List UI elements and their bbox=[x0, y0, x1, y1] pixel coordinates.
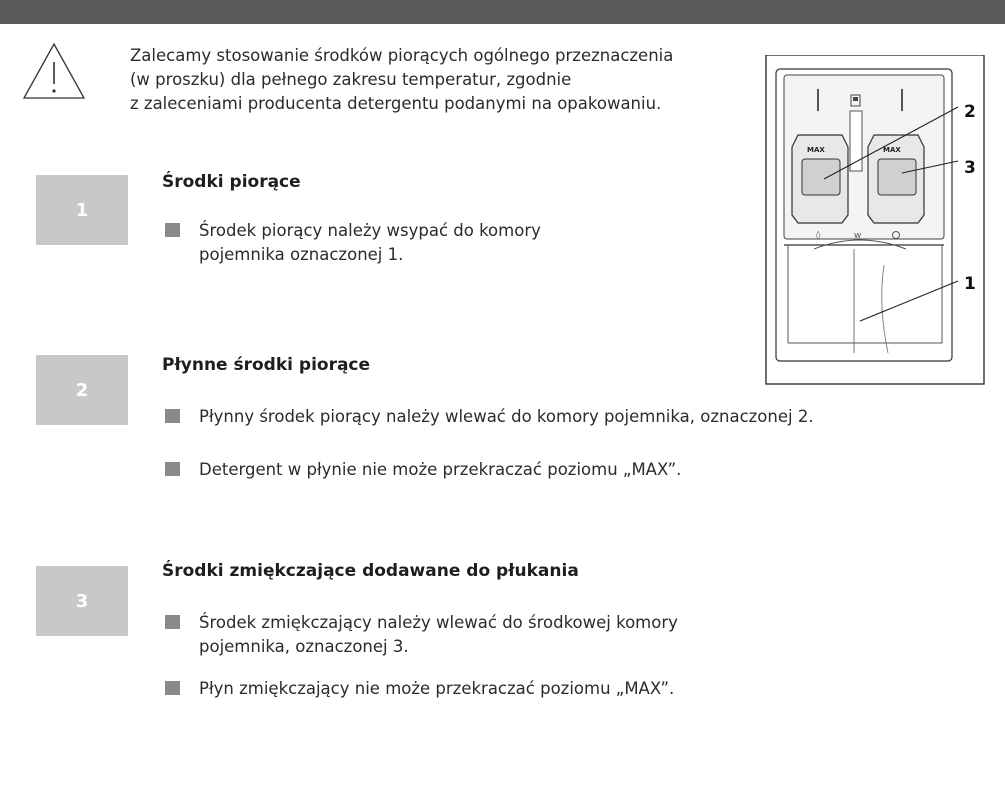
callout-number: 1 bbox=[964, 274, 976, 294]
section-title: Środki zmiękczające dodawane do płukania bbox=[162, 561, 579, 581]
bullet-item bbox=[165, 677, 805, 701]
bullet-text: Środek zmiękczający należy wlewać do środkowej komory bbox=[199, 613, 678, 632]
bullet-square bbox=[165, 681, 180, 695]
warning-icon bbox=[22, 42, 86, 100]
bullet-item bbox=[165, 405, 965, 429]
bullet-item bbox=[165, 458, 965, 482]
bullet-text: Środek piorący należy wsypać do komory bbox=[199, 221, 541, 240]
bullet-text: Płyn zmiękczający nie może przekraczać poziomu „MAX”. bbox=[199, 679, 675, 698]
max-label: MAX bbox=[807, 146, 825, 154]
section-title: Płynne środki piorące bbox=[162, 355, 371, 375]
bullet-square bbox=[165, 462, 180, 476]
intro-line: Zalecamy stosowanie środków piorących ogólnego przeznaczenia bbox=[130, 46, 674, 65]
section-number-box: 3 bbox=[36, 566, 128, 636]
bullet-item bbox=[165, 611, 805, 659]
header-bar bbox=[0, 0, 1005, 24]
intro-line: (w proszku) dla pełnego zakresu temperatur, zgodnie bbox=[130, 70, 572, 89]
bullet-item bbox=[165, 219, 685, 267]
svg-text:◊: ◊ bbox=[816, 231, 821, 241]
callout-number: 2 bbox=[964, 102, 976, 122]
bullet-text: pojemnika oznaczonej 1. bbox=[199, 245, 404, 264]
bullet-square bbox=[165, 223, 180, 237]
bullet-text: pojemnika, oznaczonej 3. bbox=[199, 637, 409, 656]
intro-paragraph bbox=[130, 44, 770, 116]
detergent-drawer-diagram bbox=[762, 55, 994, 385]
max-label: MAX bbox=[883, 146, 901, 154]
section-number-box: 2 bbox=[36, 355, 128, 425]
bullet-square bbox=[165, 615, 180, 629]
bullet-text: Płynny środek piorący należy wlewać do komory pojemnika, oznaczonej 2. bbox=[199, 407, 814, 426]
section-title: Środki piorące bbox=[162, 172, 301, 192]
section-number-box: 1 bbox=[36, 175, 128, 245]
intro-line: z zaleceniami producenta detergentu podanymi na opakowaniu. bbox=[130, 94, 662, 113]
callout-number: 3 bbox=[964, 158, 976, 178]
svg-text:ᴡ: ᴡ bbox=[854, 231, 862, 241]
bullet-square bbox=[165, 409, 180, 423]
bullet-text: Detergent w płynie nie może przekraczać poziomu „MAX”. bbox=[199, 460, 682, 479]
